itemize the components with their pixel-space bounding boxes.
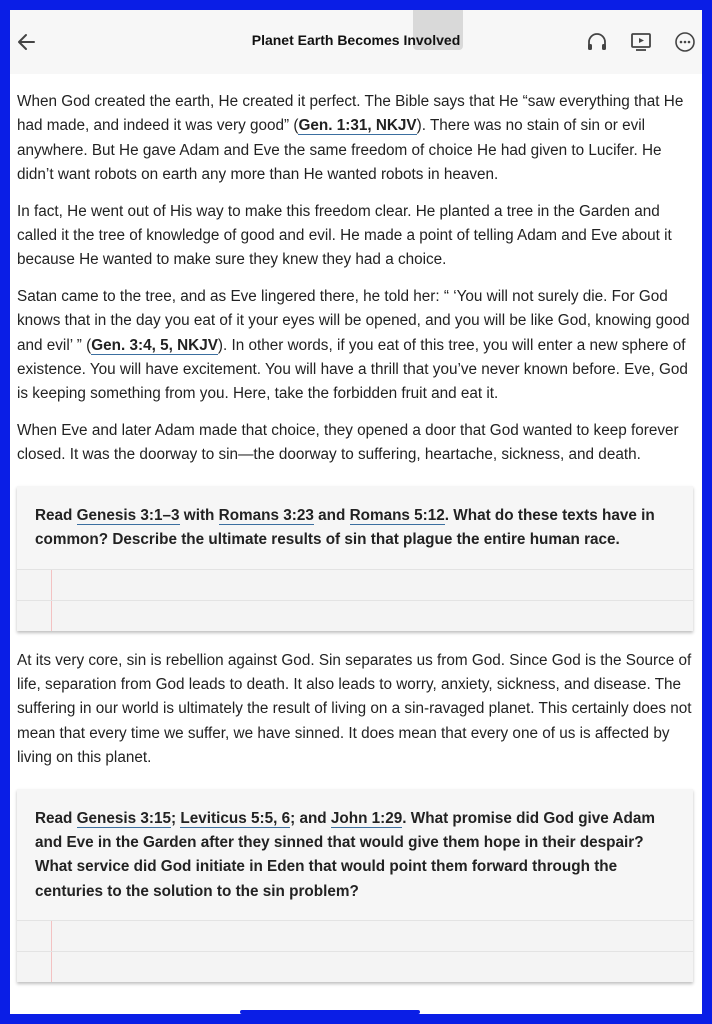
question-label: . What promise did God give Adam and Eve in the Garden after they sinned that would give them hope in their despair? What service did God initiate in Eden that would point them forward through the centuries to the solution to the sin problem? <box>35 809 656 900</box>
bible-reference-link[interactable]: Leviticus 5:5, 6 <box>180 809 291 827</box>
bible-reference-link[interactable]: Romans 3:23 <box>218 506 314 524</box>
top-bar <box>10 10 702 74</box>
headphones-icon[interactable] <box>585 30 609 54</box>
question-label: with <box>179 506 219 524</box>
paragraph-text: ). In other words, if you eat of this tree, you will enter a new sphere of existence. You will have excitement. You will have a thrill that you’ve never known before. Eve, God is keeping something from you. Here, take the forbidden fruit and eat it. <box>17 336 688 403</box>
play-screen-icon[interactable] <box>629 30 653 54</box>
question-label: ; and <box>290 809 331 827</box>
paragraph-text: ). There was no stain of sin or evil anywhere. But He gave Adam and Eve the same freedom of choice He had given to Lucifer. He didn’t want robots on earth any more than He wanted robots in heaven. <box>17 117 662 184</box>
question-box <box>17 789 693 983</box>
paragraph <box>17 90 693 188</box>
question-box <box>17 486 693 631</box>
more-icon[interactable] <box>673 30 697 54</box>
question-label: ; <box>171 809 181 827</box>
bible-reference-link[interactable]: John 1:29 <box>330 809 403 827</box>
answer-line[interactable] <box>17 920 693 951</box>
question-text <box>17 486 693 569</box>
answer-area[interactable] <box>17 920 693 982</box>
page-title: Planet Earth Becomes Involved <box>251 32 461 48</box>
paragraph-text: Satan came to the tree, and as Eve lingered there, he told her: “ ‘You will not surely die. For God knows that in the day you eat of it your eyes will be opened, and you will be like God, knowing good and evil’ ” ( <box>17 287 690 354</box>
bible-reference-link[interactable]: Gen. 1:31, NKJV <box>298 117 417 135</box>
answer-line[interactable] <box>17 951 693 982</box>
answer-line[interactable] <box>17 600 693 631</box>
paragraph: At its very core, sin is rebellion against God. Sin separates us from God. Since God is the Source of life, separation from God leads to death. It also leads to worry, anxiety, sickness, and disease. The suffering in our world is ultimately the result of living on a sin-ravaged planet. This certainly does not mean that every time we suffer, we have sinned. It does mean that every one of us is affected by living on this planet. <box>17 651 692 767</box>
question-text <box>17 789 693 921</box>
bible-reference-link[interactable]: Gen. 3:4, 5, NKJV <box>91 336 218 354</box>
bible-reference-link[interactable]: Genesis 3:1–3 <box>76 506 180 524</box>
paragraph-text: When God created the earth, He created it perfect. The Bible says that He “saw everything that He had made, and indeed it was very good” ( <box>17 93 684 135</box>
lesson-content <box>17 90 693 1000</box>
paragraph: In fact, He went out of His way to make this freedom clear. He planted a tree in the Garden and called it the tree of knowledge of good and evil. He made a point of telling Adam and Eve about it because He wanted to make sure they knew they had a choice. <box>17 202 672 269</box>
answer-line[interactable] <box>17 569 693 600</box>
bible-reference-link[interactable]: Romans 5:12 <box>349 506 445 524</box>
question-label: and <box>313 506 350 524</box>
question-label: Read <box>35 506 77 524</box>
home-indicator <box>240 1010 420 1014</box>
app-screen <box>10 10 702 1014</box>
question-label: . What do these texts have in common? Describe the ultimate results of sin that plague the entire human race. <box>35 506 655 549</box>
paragraph <box>17 285 693 407</box>
bible-reference-link[interactable]: Genesis 3:15 <box>76 809 172 827</box>
answer-area[interactable] <box>17 569 693 631</box>
question-label: Read <box>35 809 77 827</box>
paragraph: When Eve and later Adam made that choice, they opened a door that God wanted to keep forever closed. It was the doorway to sin—the doorway to suffering, heartache, sickness, and death. <box>17 421 679 464</box>
